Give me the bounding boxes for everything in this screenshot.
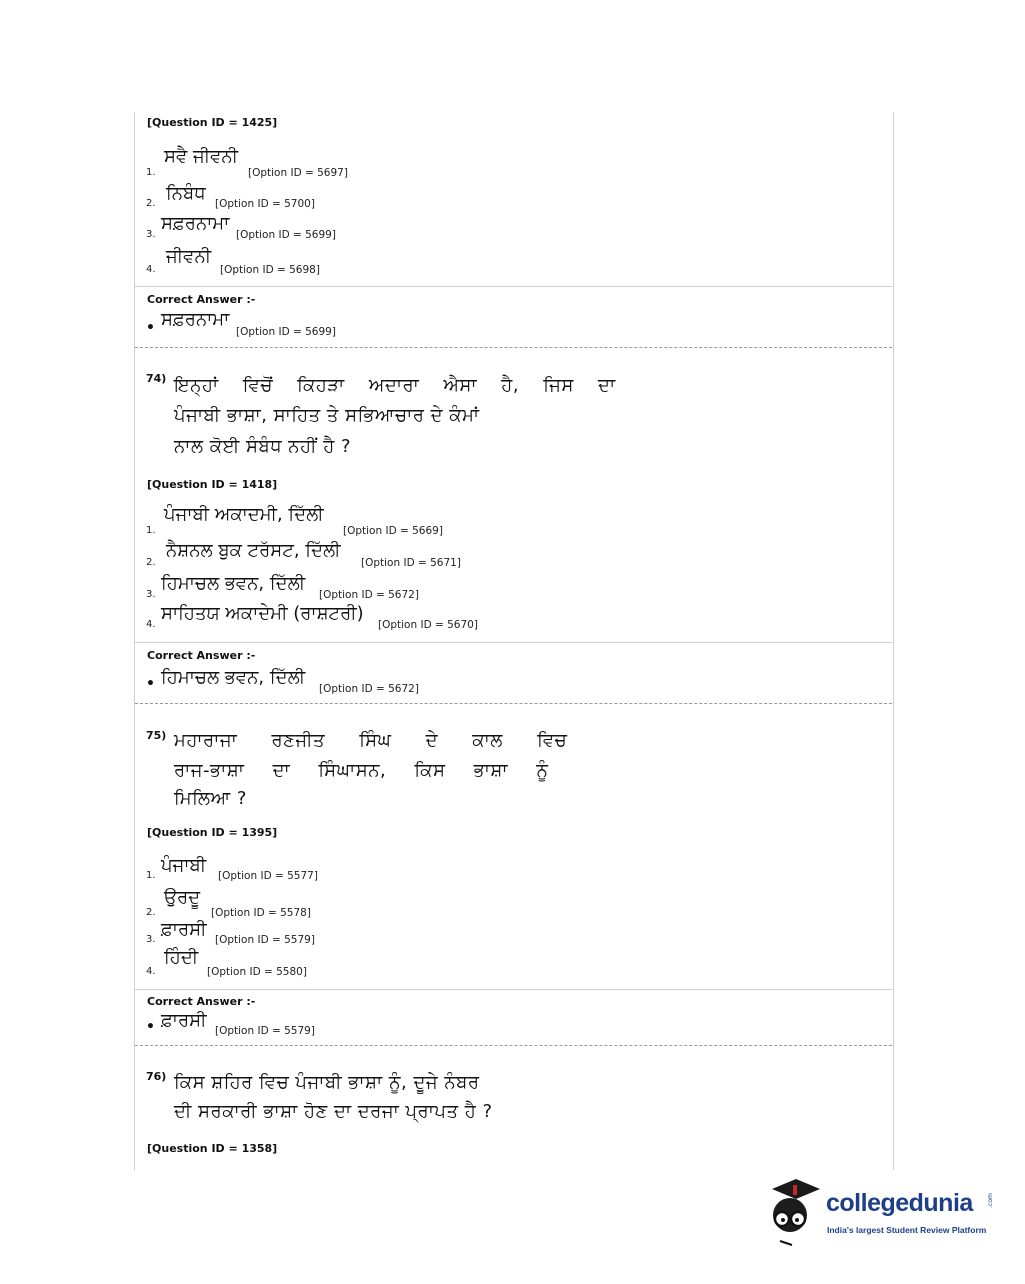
answer-bullet: •: [146, 1019, 155, 1035]
brand-name: collegedunia: [826, 1189, 973, 1217]
option-id: [Option ID = 5577]: [218, 870, 318, 882]
divider: [135, 989, 892, 990]
answer-bullet: •: [146, 320, 155, 336]
question-text-line: ਨਾਲ ਕੋਈ ਸੰਬੰਧ ਨਹੀਂ ਹੈ ?: [174, 436, 352, 457]
option-text: ਸਾਹਿਤਯ ਅਕਾਦੇਮੀ (ਰਾਸ਼ਟਰੀ): [161, 603, 364, 624]
option-text: ਉਰਦੂ: [164, 887, 201, 908]
option-text: ਹਿੰਦੀ: [164, 947, 199, 968]
question-text-line: ਇਨ੍ਹਾਂ ਵਿਚੋਂ ਕਿਹੜਾ ਅਦਾਰਾ ਐਸਾ ਹੈ, ਜਿਸ ਦਾ: [174, 375, 616, 396]
correct-answer-text: ਹਿਮਾਚਲ ਭਵਨ, ਦਿੱਲੀ: [161, 667, 306, 688]
option-id: [Option ID = 5671]: [361, 557, 461, 569]
option-number: 4.: [146, 619, 156, 630]
question-number: 74): [146, 372, 167, 385]
correct-answer-option-id: [Option ID = 5579]: [215, 1025, 315, 1037]
question-text-line: ਰਾਜ-ਭਾਸ਼ਾ ਦਾ ਸਿੰਘਾਸਨ, ਕਿਸ ਭਾਸ਼ਾ ਨੂੰ: [174, 760, 549, 781]
option-text: ਪੰਜਾਬੀ ਅਕਾਦਮੀ, ਦਿੱਲੀ: [164, 504, 324, 525]
question-separator: [135, 703, 892, 704]
correct-answer-label: Correct Answer :-: [147, 293, 256, 306]
option-number: 3.: [146, 229, 156, 240]
option-number: 2.: [146, 557, 156, 568]
option-number: 3.: [146, 589, 156, 600]
question-text-line: ਕਿਸ ਸ਼ਹਿਰ ਵਿਚ ਪੰਜਾਬੀ ਭਾਸ਼ਾ ਨੂੰ, ਦੂਜੇ ਨੰਬਰ: [174, 1072, 480, 1093]
divider: [135, 286, 892, 287]
question-id: [Question ID = 1358]: [147, 1142, 278, 1155]
brand-tagline: India's largest Student Review Platform: [827, 1225, 987, 1235]
option-number: 3.: [146, 934, 156, 945]
collegedunia-logo: [766, 1175, 996, 1247]
answer-bullet: •: [146, 676, 155, 692]
question-id: [Question ID = 1418]: [147, 478, 278, 491]
option-number: 1.: [146, 870, 156, 881]
option-text: ਸਵੈ ਜੀਵਨੀ: [164, 146, 239, 167]
correct-answer-text: ਫ਼ਾਰਸੀ: [161, 1010, 207, 1031]
option-number: 4.: [146, 966, 156, 977]
question-separator: [135, 1045, 892, 1046]
question-text-line: ਮਿਲਿਆ ?: [174, 788, 247, 809]
option-id: [Option ID = 5579]: [215, 934, 315, 946]
mascot-icon: [766, 1175, 822, 1247]
question-text-line: ਦੀ ਸਰਕਾਰੀ ਭਾਸ਼ਾ ਹੋਣ ਦਾ ਦਰਜਾ ਪ੍ਰਾਪਤ ਹੈ ?: [174, 1101, 493, 1122]
option-text: ਫ਼ਾਰਸੀ: [161, 919, 207, 940]
option-id: [Option ID = 5669]: [343, 525, 443, 537]
option-id: [Option ID = 5697]: [248, 167, 348, 179]
option-text: ਨੈਸ਼ਨਲ ਬੁਕ ਟਰੱਸਟ, ਦਿੱਲੀ: [166, 540, 341, 561]
correct-answer-label: Correct Answer :-: [147, 995, 256, 1008]
question-id: [Question ID = 1395]: [147, 826, 278, 839]
option-id: [Option ID = 5700]: [215, 198, 315, 210]
option-id: [Option ID = 5672]: [319, 589, 419, 601]
option-id: [Option ID = 5580]: [207, 966, 307, 978]
option-id: [Option ID = 5578]: [211, 907, 311, 919]
option-text: ਪੰਜਾਬੀ: [161, 855, 207, 876]
option-number: 4.: [146, 264, 156, 275]
option-text: ਸਫ਼ਰਨਾਮਾ: [161, 213, 230, 234]
question-text-line: ਪੰਜਾਬੀ ਭਾਸ਼ਾ, ਸਾਹਿਤ ਤੇ ਸਭਿਆਚਾਰ ਦੇ ਕੰਮਾਂ: [174, 405, 480, 426]
option-id: [Option ID = 5699]: [236, 229, 336, 241]
question-separator: [135, 347, 892, 348]
question-text-line: ਮਹਾਰਾਜਾ ਰਣਜੀਤ ਸਿੰਘ ਦੇ ਕਾਲ ਵਿਚ: [174, 730, 568, 751]
correct-answer-label: Correct Answer :-: [147, 649, 256, 662]
option-number: 2.: [146, 907, 156, 918]
option-number: 2.: [146, 198, 156, 209]
question-number: 75): [146, 729, 167, 742]
correct-answer-option-id: [Option ID = 5672]: [319, 683, 419, 695]
divider: [135, 642, 892, 643]
correct-answer-option-id: [Option ID = 5699]: [236, 326, 336, 338]
correct-answer-text: ਸਫ਼ਰਨਾਮਾ: [161, 309, 230, 330]
option-text: ਜੀਵਨੀ: [166, 246, 212, 267]
option-id: [Option ID = 5698]: [220, 264, 320, 276]
question-id: [Question ID = 1425]: [147, 116, 278, 129]
option-number: 1.: [146, 525, 156, 536]
option-number: 1.: [146, 167, 156, 178]
option-text: ਹਿਮਾਚਲ ਭਵਨ, ਦਿੱਲੀ: [161, 573, 306, 594]
option-id: [Option ID = 5670]: [378, 619, 478, 631]
option-text: ਨਿਬੰਧ: [166, 183, 206, 204]
question-number: 76): [146, 1070, 167, 1083]
brand-suffix: .com: [986, 1193, 994, 1208]
